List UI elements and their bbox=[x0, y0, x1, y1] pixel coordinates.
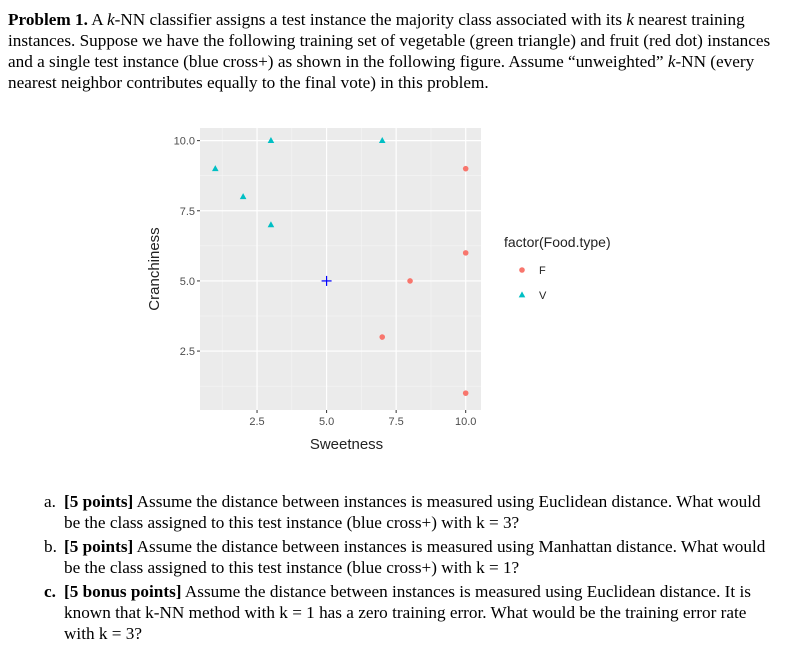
legend bbox=[504, 234, 611, 302]
question-text bbox=[64, 581, 776, 644]
k-italic-3: k bbox=[667, 52, 676, 71]
x-axis-label: Sweetness bbox=[309, 436, 384, 453]
question-body: Assume the distance between instances is measured using Manhattan distance. What would be the class assigned to this test instance (blue cross+) with k = 1? bbox=[64, 537, 766, 577]
k-italic-1: k bbox=[107, 10, 115, 29]
fruit-point bbox=[379, 334, 385, 340]
y-axis-label: Cranchiness bbox=[146, 227, 163, 311]
y-tick-label: 5.0 bbox=[179, 275, 195, 288]
fruit-point bbox=[407, 278, 413, 284]
y-tick-label: 10.0 bbox=[173, 135, 195, 148]
legend-key-F bbox=[519, 267, 525, 273]
x-tick-label: 7.5 bbox=[388, 416, 404, 428]
legend-label: F bbox=[539, 265, 546, 277]
intro-text-4: -NN (every nearest neighbor contributes equally to the final vote) in this problem. bbox=[8, 52, 755, 92]
question-text bbox=[64, 536, 776, 578]
plot-panel bbox=[200, 128, 481, 410]
x-tick-label: 10.0 bbox=[454, 416, 477, 428]
x-tick-label: 5.0 bbox=[318, 416, 335, 428]
legend-title: factor(Food.type) bbox=[504, 234, 611, 250]
intro-text-3: nearest training instances. Suppose we have the following training set of vegetable (green triangle) and fruit (red dot) instances and a single test instance (blue cross+) as shown in the following figure. Assume “unweighted” bbox=[8, 10, 771, 71]
fruit-point bbox=[463, 250, 469, 256]
question-label: a. bbox=[44, 492, 56, 511]
question-body: Assume the distance between instances is measured using Euclidean distance. What would be the class assigned to this test instance (blue cross+) with k = 3? bbox=[64, 492, 761, 532]
x-tick-label: 2.5 bbox=[249, 416, 265, 428]
question-label: c. bbox=[44, 582, 56, 601]
question-points: [5 bonus points] bbox=[64, 582, 182, 601]
question-label: b. bbox=[44, 537, 57, 556]
intro-text-1: A bbox=[87, 10, 107, 29]
question-body: Assume the distance between instances is measured using Euclidean distance. It is known that k-NN method with k = 1 has a zero training error. What would be the training error rate with k = 3? bbox=[64, 582, 751, 643]
intro-text-2: -NN classifier assigns a test instance the majority class associated with its bbox=[114, 10, 627, 29]
problem-heading: Problem 1. bbox=[8, 10, 88, 29]
legend-label: V bbox=[539, 290, 547, 302]
fruit-point bbox=[463, 390, 469, 396]
question-text bbox=[64, 491, 776, 533]
fruit-point bbox=[463, 166, 469, 172]
question-points: [5 points] bbox=[64, 492, 134, 511]
legend-key-V bbox=[519, 291, 526, 297]
y-tick-label: 2.5 bbox=[179, 346, 195, 359]
k-italic-2: k bbox=[626, 10, 634, 29]
question-points: [5 points] bbox=[64, 537, 134, 556]
y-tick-label: 7.5 bbox=[179, 205, 195, 218]
